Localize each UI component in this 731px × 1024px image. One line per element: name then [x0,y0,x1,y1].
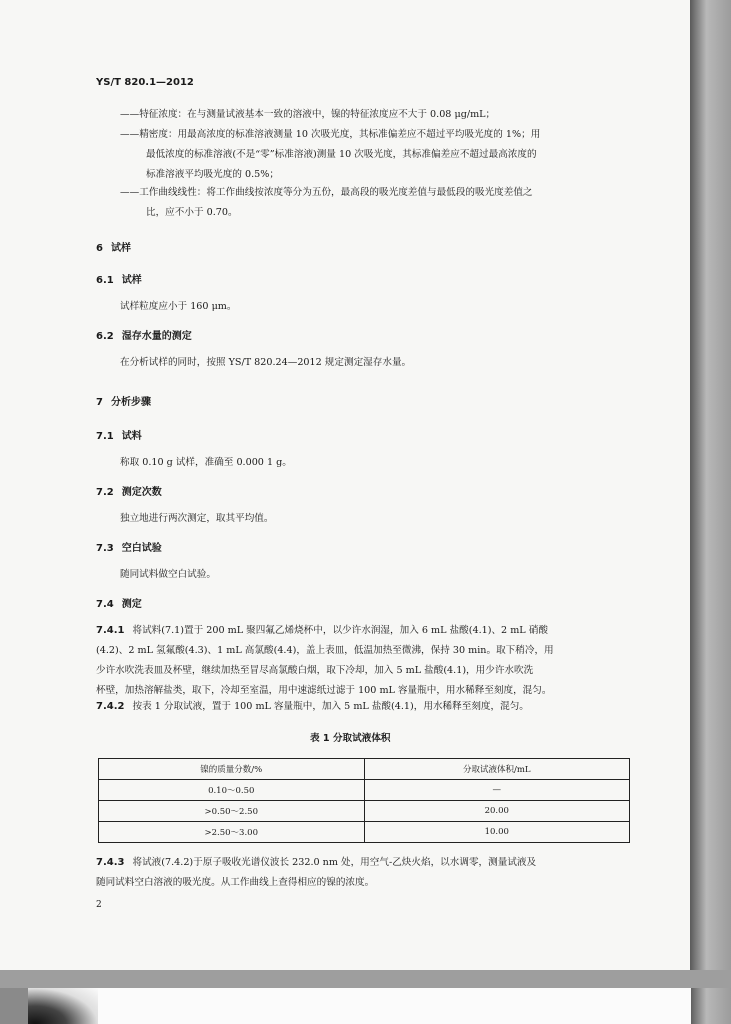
section-title: 空白试验 [121,543,162,554]
table-cell: 20.00 [364,801,630,822]
section-7-4-3-line [96,856,536,870]
section-title: 试样 [121,275,142,286]
paragraph-line: 少许水吹洗表皿及杯壁，继续加热至冒尽高氯酸白烟，取下冷却，加入 5 mL 盐酸(4.1)，用少许水吹洗 [96,665,534,676]
section-number: 6.2 [96,331,114,342]
table-cell: — [364,780,630,801]
perf-item: 标准溶液平均吸光度的 0.5%； [146,169,279,180]
section-number: 6 [96,243,103,254]
perf-item: ——特征浓度：在与测量试液基本一致的溶液中，镍的特征浓度应不大于 0.08 μg/mL； [120,109,496,120]
section-7-4-heading [96,598,142,612]
scan-edge [690,0,731,1024]
section-7-heading [96,396,151,410]
section-7-4-1-line [96,624,548,638]
section-7-1-body: 称取 0.10 g 试样，准确至 0.000 1 g。 [120,457,292,468]
table-cell: >2.50～3.00 [99,822,365,843]
section-number: 7.2 [96,487,114,498]
section-7-2-body: 独立地进行两次测定，取其平均值。 [120,513,274,524]
table-row [99,780,630,801]
section-number: 7.4 [96,599,114,610]
paragraph-line: 按表 1 分取试液，置于 100 mL 容量瓶中，加入 5 mL 盐酸(4.1)，用水稀释至刻度，混匀。 [132,701,529,712]
table-cell: >0.50～2.50 [99,801,365,822]
section-number: 7.4.1 [96,625,125,636]
section-title: 试样 [110,243,131,254]
section-number: 6.1 [96,275,114,286]
section-title: 试料 [121,431,142,442]
section-7-4-2-line [96,700,529,714]
next-page-edge [28,988,691,1024]
section-6-1-body: 试样粒度应小于 160 μm。 [120,301,237,312]
perf-item: ——工作曲线线性：将工作曲线按浓度等分为五份，最高段的吸光度差值与最低段的吸光度差值之 [120,187,533,198]
paragraph-line: (4.2)、2 mL 氢氟酸(4.3)、1 mL 高氯酸(4.4)，盖上表皿，低温加热至微沸，保持 30 min。取下稍冷，用 [96,645,554,656]
paragraph-line: 随同试料空白溶液的吸光度。从工作曲线上查得相应的镍的浓度。 [96,877,375,888]
section-title: 测定次数 [121,487,162,498]
section-7-2-heading [96,486,162,500]
section-number: 7.3 [96,543,114,554]
perf-item: 比，应不小于 0.70。 [146,207,238,218]
section-number: 7.4.3 [96,857,125,868]
table-cell: 10.00 [364,822,630,843]
table-caption: 表 1 分取试液体积 [310,733,391,744]
scan-smudge [28,988,98,1024]
table-cell: 0.10～0.50 [99,780,365,801]
section-title: 分析步骤 [110,397,151,408]
paragraph-line: 将试液(7.4.2)于原子吸收光谱仪波长 232.0 nm 处，用空气-乙炔火焰，以水调零，测量试液及 [132,857,537,868]
table-header-cell: 镍的质量分数/% [99,759,365,780]
section-title: 测定 [121,599,142,610]
section-7-3-heading [96,542,162,556]
paragraph-line: 将试料(7.1)置于 200 mL 聚四氟乙烯烧杯中，以少许水润湿，加入 6 mL 盐酸(4.1)、2 mL 硝酸 [132,625,548,636]
section-6-2-heading [96,330,192,344]
table-header-row [99,759,630,780]
section-7-3-body: 随同试料做空白试验。 [120,569,216,580]
section-number: 7.4.2 [96,701,125,712]
perf-item: ——精密度：用最高浓度的标准溶液测量 10 次吸光度，其标准偏差应不超过平均吸光度的 1%；用 [120,129,541,140]
section-number: 7 [96,397,103,408]
section-7-1-heading [96,430,142,444]
table-header-cell: 分取试液体积/mL [364,759,630,780]
doc-header: YS/T 820.1—2012 [96,77,194,88]
section-title: 湿存水量的测定 [121,331,192,342]
table-row [99,801,630,822]
table-row [99,822,630,843]
section-number: 7.1 [96,431,114,442]
page-gap [0,970,731,988]
section-6-1-heading [96,274,142,288]
section-6-heading [96,242,131,256]
volume-table [98,758,630,843]
perf-item: 最低浓度的标准溶液(不是“零”标准溶液)测量 10 次吸光度，其标准偏差应不超过最高浓度的 [146,149,537,160]
page-number: 2 [96,900,102,910]
section-6-2-body: 在分析试样的同时，按照 YS/T 820.24—2012 规定测定湿存水量。 [120,357,412,368]
paragraph-line: 杯壁，加热溶解盐类，取下，冷却至室温，用中速滤纸过滤于 100 mL 容量瓶中，用水稀释至刻度，混匀。 [96,685,552,696]
